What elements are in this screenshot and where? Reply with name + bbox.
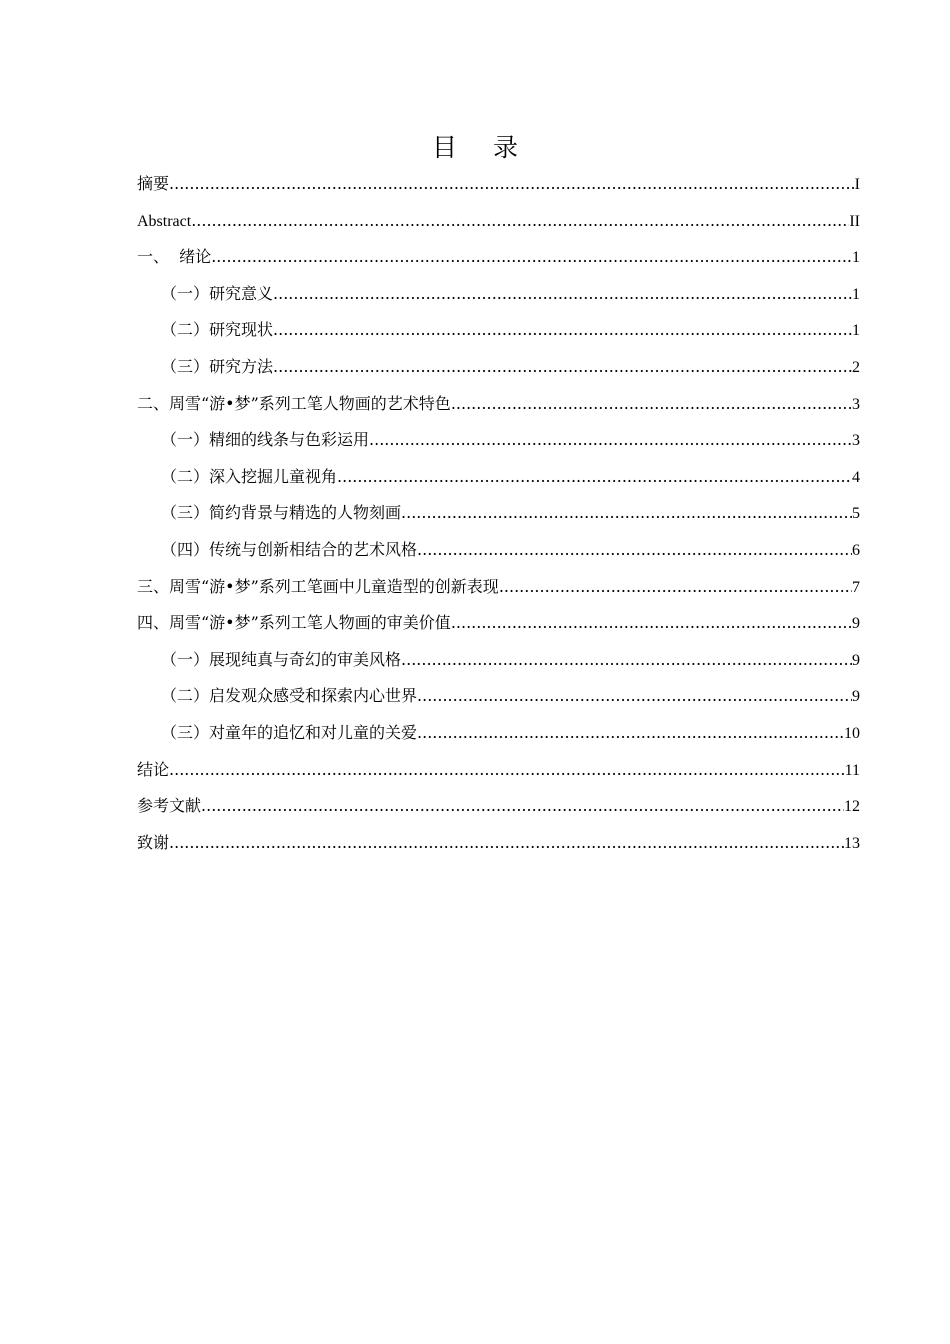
toc-leader-dots [273, 312, 852, 349]
toc-entry-label: 四、周雪“游•梦”系列工笔人物画的审美价值 [137, 613, 451, 633]
toc-entry-label: （一）精细的线条与色彩运用 [161, 430, 370, 450]
toc-entry-page: 13 [844, 834, 860, 852]
toc-entry-page: 1 [852, 249, 860, 267]
toc-entry-page: 12 [844, 798, 860, 816]
toc-entry-label: （三）研究方法 [161, 356, 274, 376]
toc-entry-label: （三）简约背景与精选的人物刻画 [161, 503, 402, 523]
toc-leader-dots [369, 422, 852, 459]
toc-entry-chapter-4[interactable] [137, 605, 860, 642]
toc-leader-dots [169, 825, 844, 862]
toc-leader-dots [211, 239, 852, 276]
toc-entry-label: 二、周雪“游•梦”系列工笔人物画的艺术特色 [137, 393, 451, 413]
toc-entry-page: 9 [852, 688, 860, 706]
toc-entry-label: 摘要 [137, 174, 170, 193]
toc-entry-page: 10 [844, 724, 860, 742]
toc-leader-dots [201, 788, 844, 825]
toc-entry-page: 7 [852, 578, 860, 596]
toc-entry-section-1-3[interactable] [137, 349, 860, 386]
toc-entry-page: 11 [844, 761, 860, 779]
toc-entry-label: 参考文献 [137, 796, 202, 816]
toc-entry-label: 一、 绪论 [137, 247, 212, 267]
toc-leader-dots [401, 495, 852, 532]
toc-entry-page: 4 [852, 468, 860, 486]
toc-entry-section-4-1[interactable] [137, 642, 860, 679]
toc-entry-page: 6 [852, 541, 860, 559]
toc-entry-chapter-2[interactable] [137, 386, 860, 423]
toc-list [137, 166, 860, 861]
toc-entry-abstract-cn[interactable] [137, 166, 860, 203]
toc-entry-page: II [849, 212, 860, 230]
toc-leader-dots [417, 678, 852, 715]
toc-entry-label: Abstract [137, 212, 192, 230]
toc-entry-page: 1 [852, 285, 860, 303]
toc-entry-label: 致谢 [137, 832, 170, 852]
toc-leader-dots [169, 752, 845, 789]
toc-leader-dots [499, 569, 852, 606]
toc-entry-page: 2 [852, 358, 860, 376]
toc-entry-section-2-3[interactable] [137, 495, 860, 532]
toc-entry-acknowledgements[interactable] [137, 825, 860, 862]
toc-entry-page: 1 [852, 322, 860, 340]
toc-entry-abstract-en[interactable] [137, 203, 860, 240]
toc-leader-dots [401, 642, 852, 679]
toc-entry-chapter-1[interactable] [137, 239, 860, 276]
toc-leader-dots [273, 276, 852, 313]
toc-entry-label: 三、周雪“游•梦”系列工笔画中儿童造型的创新表现 [137, 576, 499, 596]
toc-entry-page: 9 [852, 615, 860, 633]
toc-leader-dots [191, 203, 849, 240]
toc-leader-dots [451, 386, 852, 423]
toc-entry-label: （二）启发观众感受和探索内心世界 [161, 686, 418, 706]
toc-entry-section-2-1[interactable] [137, 422, 860, 459]
toc-entry-page: 9 [852, 651, 860, 669]
toc-entry-page: I [854, 176, 860, 193]
toc-entry-label: （四）传统与创新相结合的艺术风格 [161, 539, 418, 559]
toc-entry-label: （二）研究现状 [161, 320, 274, 340]
toc-leader-dots [417, 532, 852, 569]
toc-entry-page: 3 [852, 432, 860, 450]
toc-leader-dots [273, 349, 852, 386]
toc-entry-chapter-3[interactable] [137, 569, 860, 606]
toc-entry-label: 结论 [137, 759, 170, 779]
toc-entry-conclusion[interactable] [137, 752, 860, 789]
toc-entry-section-2-4[interactable] [137, 532, 860, 569]
toc-title: 目 录 [432, 133, 532, 162]
toc-leader-dots [451, 605, 852, 642]
toc-entry-references[interactable] [137, 788, 860, 825]
toc-entry-section-1-1[interactable] [137, 276, 860, 313]
toc-entry-label: （一）展现纯真与奇幻的审美风格 [161, 649, 402, 669]
toc-entry-page: 3 [852, 395, 860, 413]
toc-leader-dots [417, 715, 844, 752]
toc-entry-label: （一）研究意义 [161, 283, 274, 303]
toc-leader-dots [337, 459, 852, 496]
toc-entry-label: （三）对童年的追忆和对儿童的关爱 [161, 722, 418, 742]
toc-entry-section-2-2[interactable] [137, 459, 860, 496]
toc-entry-label: （二）深入挖掘儿童视角 [161, 466, 338, 486]
toc-leader-dots [169, 166, 855, 203]
toc-entry-section-4-3[interactable] [137, 715, 860, 752]
toc-entry-section-1-2[interactable] [137, 312, 860, 349]
toc-entry-section-4-2[interactable] [137, 678, 860, 715]
toc-entry-page: 5 [852, 505, 860, 523]
